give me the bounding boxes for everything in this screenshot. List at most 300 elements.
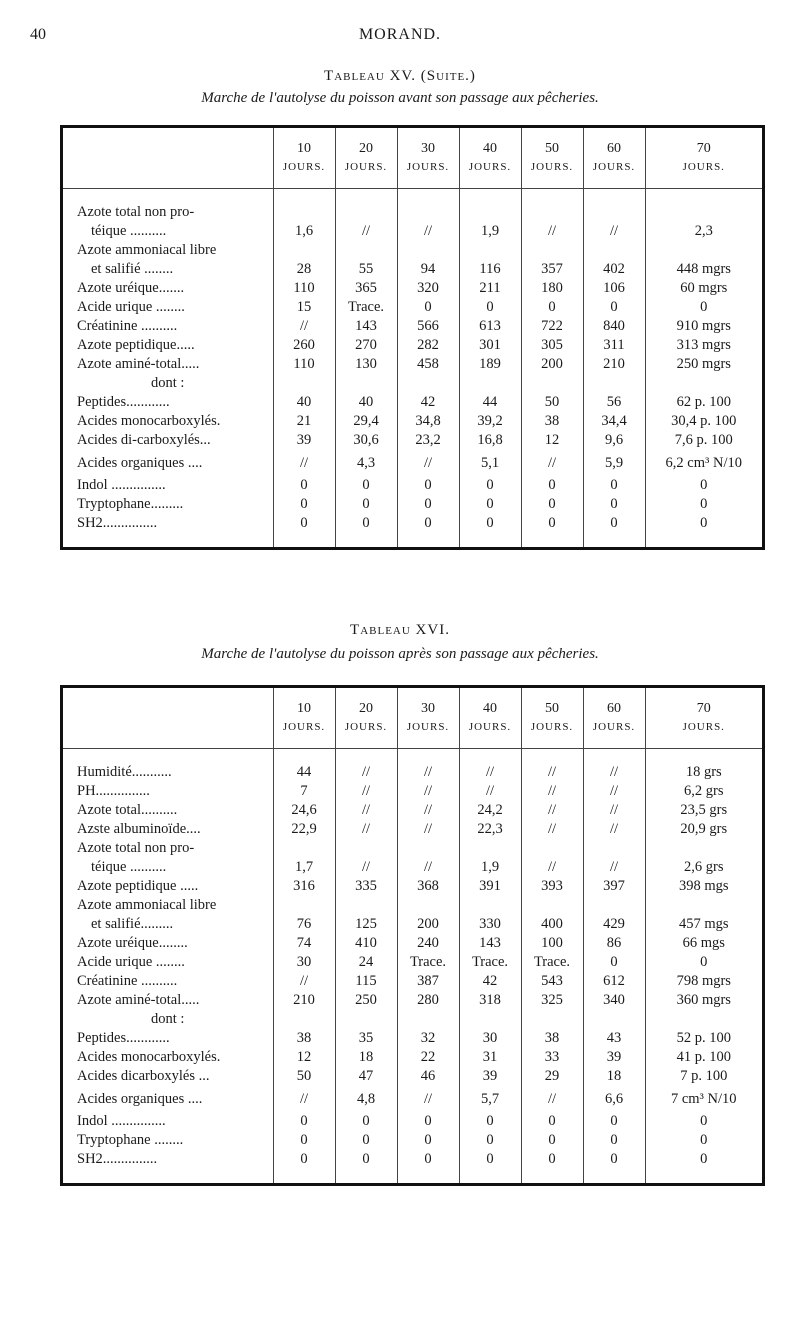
col-header-unit: JOURS. [406,721,450,733]
table-cell: 7 p. 100 [645,1067,762,1086]
table-cell: 33 [521,1048,583,1067]
table-cell [645,839,762,858]
table-cell [583,374,645,393]
row-label: Azote total non pro- [77,204,195,220]
table-cell: 52 p. 100 [645,1029,762,1048]
table-cell: 42 [397,393,459,412]
table-cell: // [583,801,645,820]
table-cell: 0 [273,1112,335,1131]
table-cell: 1,9 [459,858,521,877]
table-cell: 0 [583,476,645,495]
row-label: Acide urique ........ [77,954,185,970]
table-cell: 200 [397,915,459,934]
spacer-row [63,1169,762,1183]
table-cell: // [335,782,397,801]
table-cell: 39 [583,1048,645,1067]
table-cell [397,241,459,260]
table-row [63,355,762,374]
table-cell: 910 mgrs [645,317,762,336]
table-row [63,858,762,877]
table-cell: 250 mgrs [645,355,762,374]
table-cell: 260 [273,336,335,355]
table-cell [459,839,521,858]
table-cell: 0 [273,1150,335,1169]
table-row [63,1067,762,1086]
table-cell: 2,3 [645,222,762,241]
table16-title: Tableau XVI. [350,622,450,638]
table-cell: 23,2 [397,431,459,450]
table-cell: 0 [583,514,645,533]
table-cell: // [273,1086,335,1112]
table-cell: 60 mgrs [645,279,762,298]
table-cell: 38 [521,1029,583,1048]
table-cell: 543 [521,972,583,991]
col-header-number: 30 [421,701,435,716]
table-cell [397,896,459,915]
table-cell: 143 [335,317,397,336]
table-cell: 0 [521,1150,583,1169]
table-cell: 66 mgs [645,934,762,953]
table-cell: 0 [397,1131,459,1150]
table-cell: // [335,801,397,820]
row-label: Indol ............... [77,477,166,493]
table-cell: 0 [583,1112,645,1131]
table15-subtitle: Marche de l'autolyse du poisson avant son passage aux pêcheries. [201,90,599,106]
row-label: Azote uréique........ [77,935,188,951]
row-label: Azote peptidique..... [77,337,195,353]
row-label: et salifié......... [91,916,174,932]
table-cell [459,203,521,222]
table-cell: 250 [335,991,397,1010]
row-label: Acides dicarboxylés ... [77,1068,210,1084]
table-cell: 6,6 [583,1086,645,1112]
table-cell: 38 [273,1029,335,1048]
table15-body [63,189,762,548]
row-label: Créatinine .......... [77,973,178,989]
table-cell: 39 [459,1067,521,1086]
table-cell: 24,2 [459,801,521,820]
col-header-number: 20 [359,141,373,156]
table-cell: // [521,858,583,877]
col-header-unit: JOURS. [592,161,636,173]
table-cell: Trace. [397,953,459,972]
table-cell: // [273,317,335,336]
table-cell: 305 [521,336,583,355]
table-cell [459,1010,521,1029]
col-header-number: 20 [359,701,373,716]
table-cell: 23,5 grs [645,801,762,820]
table-cell: 429 [583,915,645,934]
col-header-unit: JOURS. [682,161,725,173]
table-cell: // [335,222,397,241]
table-cell: 316 [273,877,335,896]
table-row [63,839,762,858]
row-label: et salifié ........ [91,261,174,277]
table-cell [273,374,335,393]
table-cell: 325 [521,991,583,1010]
table-cell: 22 [397,1048,459,1067]
table-row [63,1086,762,1112]
table-row [63,317,762,336]
table-cell: 448 mgrs [645,260,762,279]
table-cell: 110 [273,279,335,298]
table-cell: 47 [335,1067,397,1086]
table-cell: 12 [521,431,583,450]
table16-col-header [521,688,583,749]
table-cell [645,241,762,260]
row-label: Humidité........... [77,764,172,780]
table-cell [397,1010,459,1029]
table16 [63,688,762,1183]
col-header-number: 60 [607,141,621,156]
col-header-unit: JOURS. [282,161,326,173]
table-cell: // [273,450,335,476]
table-cell: 24 [335,953,397,972]
row-label: dont : [151,1011,185,1027]
col-header-unit: JOURS. [344,721,388,733]
col-header-number: 70 [696,701,711,716]
table-cell: 402 [583,260,645,279]
table-cell [273,896,335,915]
table-cell: // [583,820,645,839]
row-label: Azote aminé-total..... [77,992,200,1008]
table-cell: // [583,222,645,241]
table-cell: // [583,763,645,782]
table-cell: // [335,858,397,877]
table-cell: 86 [583,934,645,953]
table-cell: 6,2 cm³ N/10 [645,450,762,476]
table15-col-header [645,128,762,189]
table-cell: 210 [583,355,645,374]
table-cell: 106 [583,279,645,298]
col-header-number: 10 [297,141,311,156]
table-cell: 0 [273,476,335,495]
table-cell: 798 mgrs [645,972,762,991]
table-cell [583,203,645,222]
table-cell: // [397,222,459,241]
row-label: Tryptophane ........ [77,1132,184,1148]
table-cell: // [521,782,583,801]
table-row [63,1029,762,1048]
table-row [63,203,762,222]
table-cell [459,241,521,260]
table-cell: 30 [459,1029,521,1048]
table-cell [521,203,583,222]
table-cell: // [521,763,583,782]
table-cell: 0 [645,1131,762,1150]
table-cell: 0 [397,476,459,495]
table-cell: 5,7 [459,1086,521,1112]
table15-col-header [335,128,397,189]
table-cell: // [335,763,397,782]
table-cell: 5,9 [583,450,645,476]
table-cell: 76 [273,915,335,934]
table-cell: 44 [459,393,521,412]
table-cell: 200 [521,355,583,374]
table-cell: 62 p. 100 [645,393,762,412]
table-cell [273,1010,335,1029]
table-cell: 125 [335,915,397,934]
row-label: Azote ammoniacal libre [77,242,217,258]
table-row [63,222,762,241]
table-cell: 24,6 [273,801,335,820]
table-cell: // [459,782,521,801]
running-head: MORAND. [358,26,442,43]
table-cell: // [397,1086,459,1112]
table15-title: Tableau XV. (Suite.) [324,68,476,84]
table16-col-header [397,688,459,749]
table-cell: 0 [335,476,397,495]
table-cell: // [273,972,335,991]
table-cell: 320 [397,279,459,298]
table-cell: 7 [273,782,335,801]
table-cell: 211 [459,279,521,298]
table-cell: 0 [521,1112,583,1131]
table-cell [583,839,645,858]
table-cell: 0 [459,1131,521,1150]
table-cell [335,374,397,393]
table16-frame [60,685,765,1186]
table-cell: 335 [335,877,397,896]
table-cell: 7 cm³ N/10 [645,1086,762,1112]
table16-col-header [645,688,762,749]
table16-col-header [583,688,645,749]
table-row [63,495,762,514]
table-cell [273,203,335,222]
table-cell: 28 [273,260,335,279]
table-cell: 1,9 [459,222,521,241]
table16-header-row [63,688,762,749]
col-header-unit: JOURS. [406,161,450,173]
table-cell: 50 [521,393,583,412]
col-header-number: 60 [607,701,621,716]
table-cell: 365 [335,279,397,298]
table-cell [335,241,397,260]
table-cell [397,374,459,393]
table-cell [397,203,459,222]
table-cell: 15 [273,298,335,317]
table16-col-header [459,688,521,749]
table-cell: Trace. [521,953,583,972]
table-cell: 0 [645,495,762,514]
row-label: Azote total.......... [77,802,178,818]
table-cell: 0 [273,495,335,514]
table-row [63,991,762,1010]
table-cell: 18 grs [645,763,762,782]
table-cell: 41 p. 100 [645,1048,762,1067]
col-header-number: 50 [545,141,559,156]
table15-col-header [397,128,459,189]
table-cell: 400 [521,915,583,934]
table-row [63,1131,762,1150]
table-cell: 43 [583,1029,645,1048]
table-cell: 0 [521,476,583,495]
col-header-unit: JOURS. [282,721,326,733]
row-label: Peptides............ [77,1030,170,1046]
table-row [63,896,762,915]
table-cell: 1,6 [273,222,335,241]
table-cell: 368 [397,877,459,896]
col-header-number: 40 [483,141,497,156]
row-label: téique .......... [91,223,167,239]
spacer-row [63,533,762,547]
table-cell: 0 [397,514,459,533]
table-cell: 44 [273,763,335,782]
table-cell: 0 [335,1150,397,1169]
table-cell [645,374,762,393]
table-cell: // [521,820,583,839]
table-cell: 12 [273,1048,335,1067]
row-label: Peptides............ [77,394,170,410]
page-number: 40 [30,26,46,43]
table-cell: 39 [273,431,335,450]
table-cell: 397 [583,877,645,896]
table16-col-header [335,688,397,749]
table-row [63,915,762,934]
table-cell: 30 [273,953,335,972]
table-cell: 398 mgs [645,877,762,896]
table-row [63,934,762,953]
table15-col-header [521,128,583,189]
table-cell: 6,2 grs [645,782,762,801]
table-cell: // [583,858,645,877]
row-label: Acides di-carboxylés... [77,432,211,448]
table-cell [645,896,762,915]
table-cell: 0 [521,495,583,514]
table-cell [335,203,397,222]
col-header-unit: JOURS. [344,161,388,173]
table-cell: 21 [273,412,335,431]
table-cell [335,896,397,915]
table-cell: 29 [521,1067,583,1086]
col-header-number: 30 [421,141,435,156]
row-label: Acide urique ........ [77,299,185,315]
table-cell: 116 [459,260,521,279]
table-cell: 0 [583,953,645,972]
table-cell: 4,8 [335,1086,397,1112]
table-cell: 387 [397,972,459,991]
table-row [63,393,762,412]
table-cell: 393 [521,877,583,896]
table-row [63,374,762,393]
table-cell: 270 [335,336,397,355]
col-header-unit: JOURS. [468,721,512,733]
table-cell: // [521,222,583,241]
row-label: SH2............... [77,515,158,531]
table-cell: 0 [335,1131,397,1150]
table-cell: 16,8 [459,431,521,450]
table-cell: 0 [273,514,335,533]
table-cell: 0 [645,514,762,533]
table-cell: 612 [583,972,645,991]
table-row [63,953,762,972]
table-cell: 29,4 [335,412,397,431]
table-cell: 56 [583,393,645,412]
table-cell: 0 [459,476,521,495]
row-label: Acides monocarboxylés. [77,1049,221,1065]
table16-col-header [273,688,335,749]
col-header-unit: JOURS. [592,721,636,733]
col-header-unit: JOURS. [682,721,725,733]
table-cell: // [397,782,459,801]
table-cell: 0 [583,1150,645,1169]
table-row [63,450,762,476]
table-cell: 30,6 [335,431,397,450]
table-cell: 311 [583,336,645,355]
table-cell: 391 [459,877,521,896]
table-cell: 280 [397,991,459,1010]
table-cell [273,241,335,260]
table-cell: 0 [459,1112,521,1131]
table16-subtitle: Marche de l'autolyse du poisson après son passage aux pêcheries. [201,646,599,662]
table-cell: 40 [273,393,335,412]
table-cell: 20,9 grs [645,820,762,839]
table-cell: 38 [521,412,583,431]
table-cell: 39,2 [459,412,521,431]
table-cell: // [397,450,459,476]
table-cell: 0 [335,514,397,533]
table-cell: 30,4 p. 100 [645,412,762,431]
col-header-number: 10 [297,701,311,716]
table-cell: Trace. [335,298,397,317]
row-label: Azote uréique....... [77,280,185,296]
table-cell: 0 [521,1131,583,1150]
table-cell: 282 [397,336,459,355]
table15 [63,128,762,547]
table-cell: Trace. [459,953,521,972]
row-label: Azote peptidique ..... [77,878,199,894]
row-label: Acides organiques .... [77,1091,203,1107]
table15-frame [60,125,765,550]
table-cell: 210 [273,991,335,1010]
row-label: SH2............... [77,1151,158,1167]
row-label: Azste albuminoïde.... [77,821,201,837]
table-cell: 840 [583,317,645,336]
table-row [63,412,762,431]
table-cell: 357 [521,260,583,279]
table-cell: // [459,763,521,782]
table-cell: 35 [335,1029,397,1048]
table-cell: 50 [273,1067,335,1086]
table-cell: 0 [583,1131,645,1150]
table-cell: 7,6 p. 100 [645,431,762,450]
table-cell: 0 [645,1150,762,1169]
table-cell: 613 [459,317,521,336]
table-cell [521,374,583,393]
table-row [63,476,762,495]
table-cell: 2,6 grs [645,858,762,877]
table-cell: 115 [335,972,397,991]
table-cell: 9,6 [583,431,645,450]
table-cell: 5,1 [459,450,521,476]
table-cell [583,241,645,260]
spacer-row [63,189,762,204]
table-cell [273,839,335,858]
table-row [63,801,762,820]
table-cell: 22,9 [273,820,335,839]
table-row [63,260,762,279]
table-cell: 722 [521,317,583,336]
table-row [63,241,762,260]
table-cell: 0 [645,476,762,495]
table15-header-row [63,128,762,189]
table-cell: 0 [521,298,583,317]
table-cell: // [335,820,397,839]
table-cell [521,1010,583,1029]
table-cell: 40 [335,393,397,412]
row-label: PH............... [77,783,150,799]
table-cell: 100 [521,934,583,953]
